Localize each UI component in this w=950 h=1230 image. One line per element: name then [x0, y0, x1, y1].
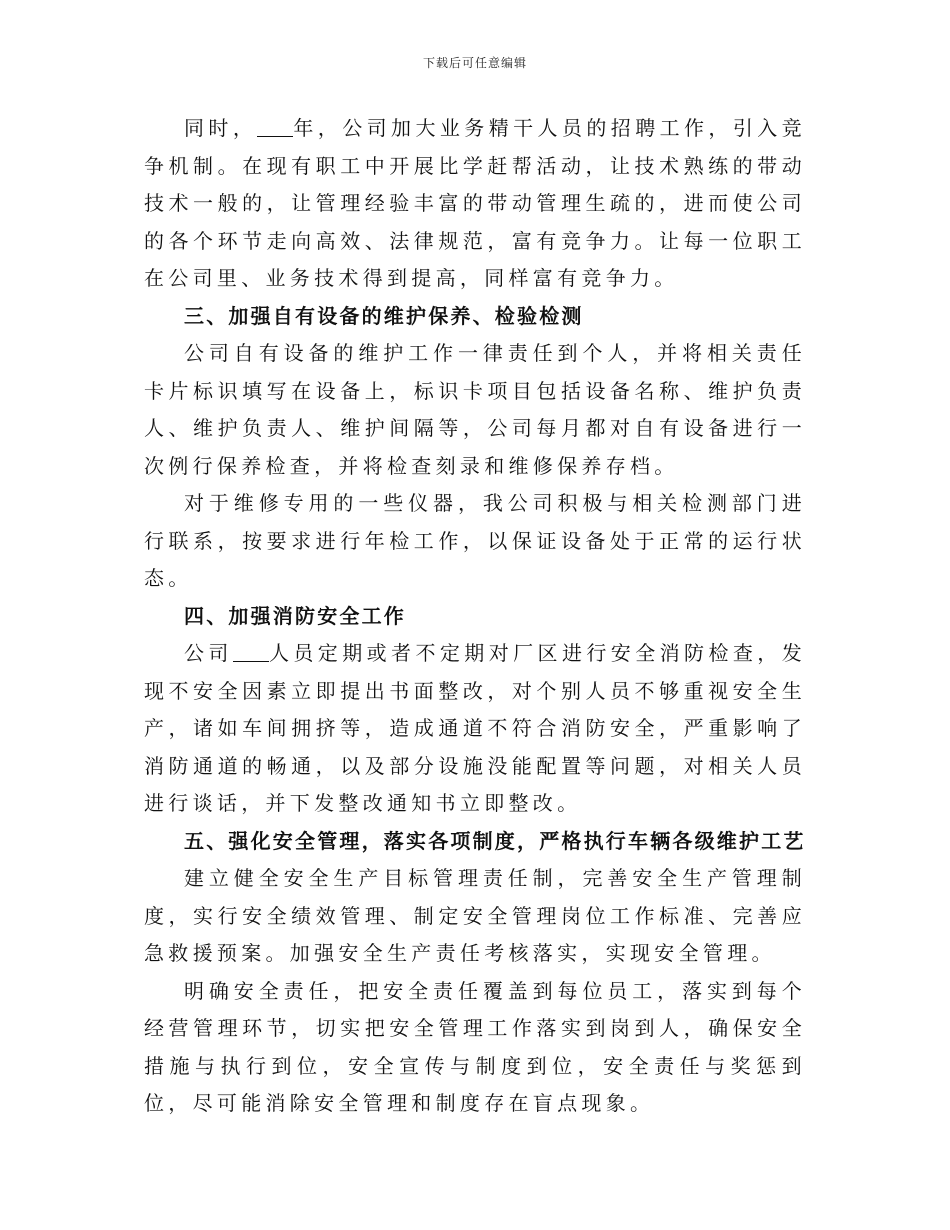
document-body	[144, 110, 806, 1123]
blank-year	[257, 116, 293, 137]
paragraph-fire-safety	[144, 635, 806, 823]
section-heading-3: 三、加强自有设备的维护保养、检验检测	[184, 303, 584, 328]
paragraph-text-post: 人员定期或者不定期对厂区进行安全消防检查，发现不安全因素立即提出书面整改，对个别人员不够重视安全生产，诸如车间拥挤等，造成通道不符合消防安全，严重影响了消防通道的畅通，以及部分设施没能配置等问题，对相关人员进行谈话，并下发整改通知书立即整改。	[144, 641, 806, 815]
blank-department	[233, 641, 269, 662]
paragraph-text-pre: 同时，	[184, 116, 258, 140]
section-heading-5: 五、强化安全管理，落实各项制度，严格执行车辆各级维护工艺	[184, 828, 806, 853]
paragraph-text-pre: 公司	[184, 641, 233, 665]
paragraph-safety-responsibility: 明确安全责任，把安全责任覆盖到每位员工，落实到每个经营管理环节，切实把安全管理工作落实到岗到人，确保安全措施与执行到位，安全宣传与制度到位，安全责任与奖惩到位，尽可能消除安全管理和制度存在盲点现象。	[144, 978, 806, 1115]
paragraph-recruitment	[144, 110, 806, 298]
section-heading-4: 四、加强消防安全工作	[184, 603, 406, 628]
page-header: 下载后可任意编辑	[422, 56, 527, 70]
paragraph-text-post: 年，公司加大业务精干人员的招聘工作，引入竞争机制。在现有职工中开展比学赶帮活动，让技术熟练的带动技术一般的，让管理经验丰富的带动管理生疏的，进而使公司的各个环节走向高效、法律规范，富有竞争力。让每一位职工在公司里、业务技术得到提高，同样富有竞争力。	[144, 116, 806, 290]
paragraph-instrument-inspection: 对于维修专用的一些仪器，我公司积极与相关检测部门进行联系，按要求进行年检工作，以保证设备处于正常的运行状态。	[144, 491, 806, 590]
paragraph-safety-system: 建立健全安全生产目标管理责任制，完善安全生产管理制度，实行安全绩效管理、制定安全管理岗位工作标准、完善应急救援预案。加强安全生产责任考核落实，实现安全管理。	[144, 866, 806, 965]
paragraph-equipment-maintenance: 公司自有设备的维护工作一律责任到个人，并将相关责任卡片标识填写在设备上，标识卡项目包括设备名称、维护负责人、维护负责人、维护间隔等，公司每月都对自有设备进行一次例行保养检查，并将检查刻录和维修保养存档。	[144, 341, 806, 478]
